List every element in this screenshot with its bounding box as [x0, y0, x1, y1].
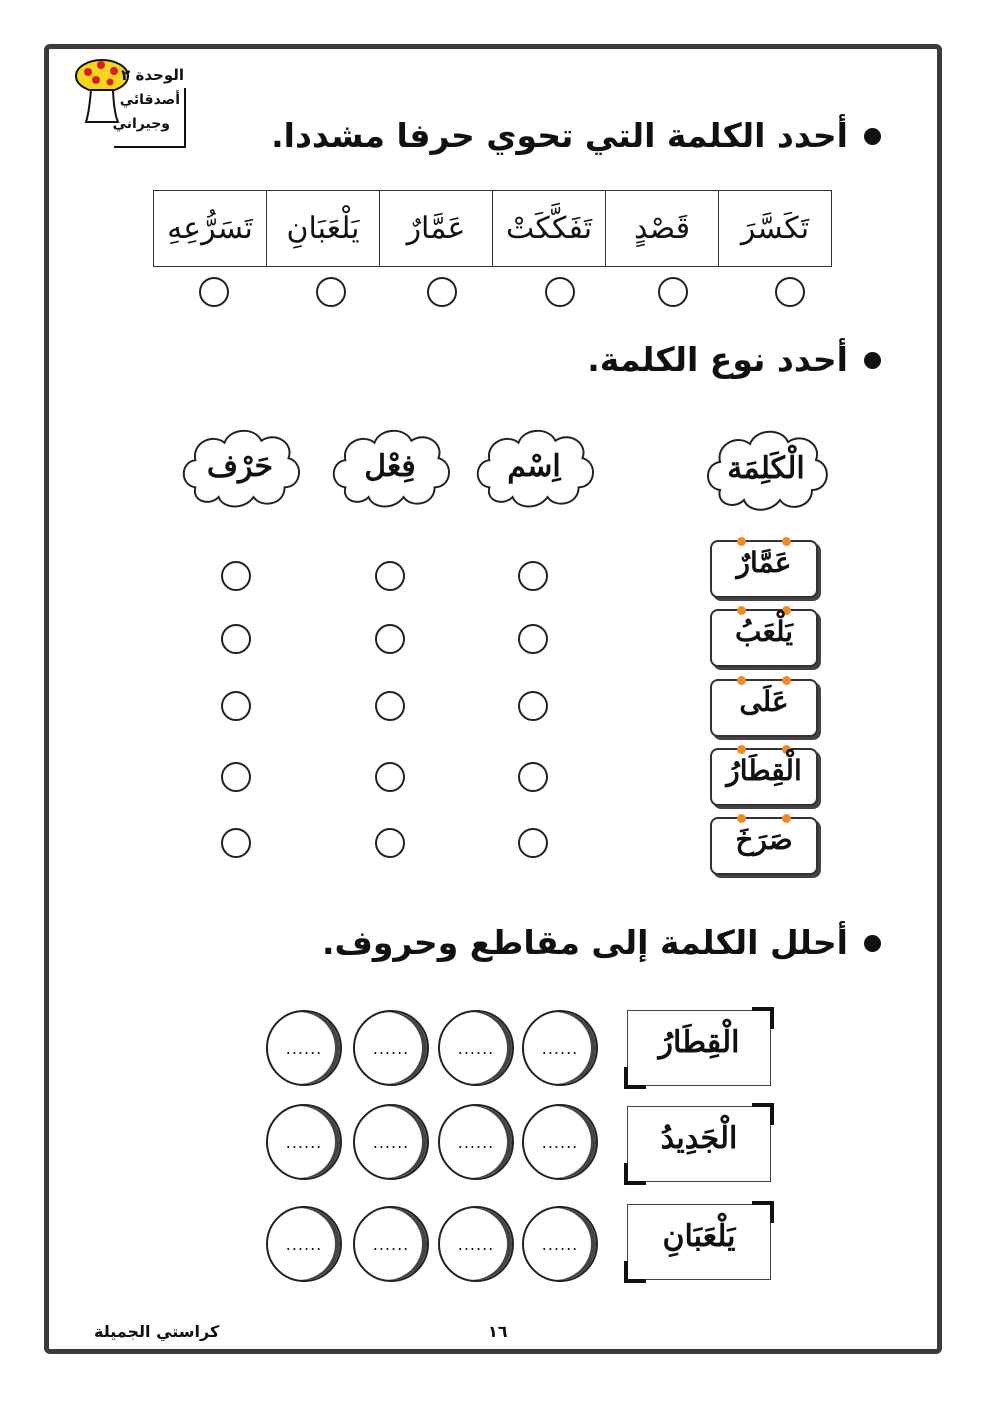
pin-icon [737, 814, 746, 823]
shadda-word-4: عَمَّارٌ [380, 191, 493, 267]
syllable-circle-3-4[interactable]: ...... [266, 1206, 342, 1282]
noun-radio-4[interactable] [518, 762, 548, 792]
syllable-word-3: يَلْعَبَانِ [662, 1219, 736, 1254]
corner-mark [624, 1067, 646, 1089]
word-type-word-3: عَلَى [739, 685, 789, 718]
shadda-radio-3[interactable] [545, 277, 575, 307]
syllable-circle-3-3[interactable]: ...... [353, 1206, 429, 1282]
syllable-word-card-2 [627, 1106, 771, 1182]
verb-radio-1[interactable] [375, 561, 405, 591]
pin-icon [782, 676, 791, 685]
noun-radio-3[interactable] [518, 691, 548, 721]
word-type-card-5 [710, 817, 818, 875]
pin-icon [782, 814, 791, 823]
shadda-radio-1[interactable] [775, 277, 805, 307]
particle-radio-1[interactable] [221, 561, 251, 591]
syllable-word-card-3 [627, 1204, 771, 1280]
bullet-icon [864, 935, 881, 952]
verb-column-header: فِعْل [364, 448, 416, 484]
brand-name: كراستي الجميلة [94, 1322, 220, 1341]
section2-heading: أحدد نوع الكلمة. [587, 340, 848, 379]
syllable-circle-3-1[interactable]: ...... [522, 1206, 598, 1282]
word-type-word-4: الْقِطَارُ [726, 754, 802, 787]
word-type-card-4 [710, 748, 818, 806]
pin-icon [737, 745, 746, 754]
shadda-radio-4[interactable] [427, 277, 457, 307]
verb-radio-4[interactable] [375, 762, 405, 792]
corner-mark [624, 1261, 646, 1283]
corner-mark [624, 1163, 646, 1185]
shadda-radio-5[interactable] [316, 277, 346, 307]
pin-icon [782, 745, 791, 754]
shadda-word-2: قَصْدٍ [606, 191, 719, 267]
shadda-word-1: تَكَسَّرَ [719, 191, 832, 267]
section1-heading: أحدد الكلمة التي تحوي حرفا مشددا. [271, 116, 848, 155]
syllable-circle-1-1[interactable]: ...... [522, 1010, 598, 1086]
pin-icon [737, 676, 746, 685]
section3-heading: أحلل الكلمة إلى مقاطع وحروف. [322, 923, 848, 962]
cloud-verb-header [326, 418, 454, 514]
noun-column-header: اِسْم [507, 448, 561, 484]
unit-title-line1: أصدقائي [119, 92, 180, 108]
word-type-word-5: صَرَخَ [735, 823, 793, 856]
bullet-icon [864, 352, 881, 369]
shadda-word-5: يَلْعَبَانِ [267, 191, 380, 267]
noun-radio-2[interactable] [518, 624, 548, 654]
word-type-word-2: يَلْعَبُ [734, 615, 794, 648]
shadda-words-table [153, 190, 832, 267]
syllable-circle-1-4[interactable]: ...... [266, 1010, 342, 1086]
syllable-circle-2-2[interactable]: ...... [438, 1104, 514, 1180]
unit-number: الوحدة ٢ [121, 66, 184, 84]
particle-radio-3[interactable] [221, 691, 251, 721]
particle-column-header: حَرْف [206, 448, 274, 484]
particle-radio-2[interactable] [221, 624, 251, 654]
cloud-word-header [700, 420, 832, 516]
verb-radio-3[interactable] [375, 691, 405, 721]
syllable-word-card-1 [627, 1010, 771, 1086]
noun-radio-5[interactable] [518, 828, 548, 858]
shadda-word-6: تَسَرُّعِهِ [154, 191, 267, 267]
pin-icon [782, 606, 791, 615]
particle-radio-4[interactable] [221, 762, 251, 792]
noun-radio-1[interactable] [518, 561, 548, 591]
word-type-word-1: عَمَّارٌ [736, 546, 792, 579]
syllable-circle-3-2[interactable]: ...... [438, 1206, 514, 1282]
shadda-radio-2[interactable] [658, 277, 688, 307]
shadda-radio-6[interactable] [199, 277, 229, 307]
unit-badge [72, 58, 184, 150]
pin-icon [782, 537, 791, 546]
bullet-icon [864, 128, 881, 145]
word-type-card-3 [710, 679, 818, 737]
word-type-card-2 [710, 609, 818, 667]
word-column-header: الْكَلِمَة [727, 450, 805, 486]
pin-icon [737, 537, 746, 546]
syllable-circle-2-1[interactable]: ...... [522, 1104, 598, 1180]
syllable-circle-2-4[interactable]: ...... [266, 1104, 342, 1180]
particle-radio-5[interactable] [221, 828, 251, 858]
verb-radio-2[interactable] [375, 624, 405, 654]
unit-title-line2: وجيراني [112, 116, 170, 132]
syllable-word-1: الْقِطَارُ [658, 1025, 740, 1060]
cloud-noun-header [470, 418, 598, 514]
syllable-word-2: الْجَدِيدُ [660, 1121, 738, 1156]
word-type-card-1 [710, 540, 818, 598]
pin-icon [737, 606, 746, 615]
syllable-circle-1-3[interactable]: ...... [353, 1010, 429, 1086]
verb-radio-5[interactable] [375, 828, 405, 858]
page-number: ١٦ [488, 1322, 508, 1341]
shadda-word-3: تَفَكَّكَتْ [493, 191, 606, 267]
syllable-circle-1-2[interactable]: ...... [438, 1010, 514, 1086]
cloud-particle-header [176, 418, 304, 514]
syllable-circle-2-3[interactable]: ...... [353, 1104, 429, 1180]
